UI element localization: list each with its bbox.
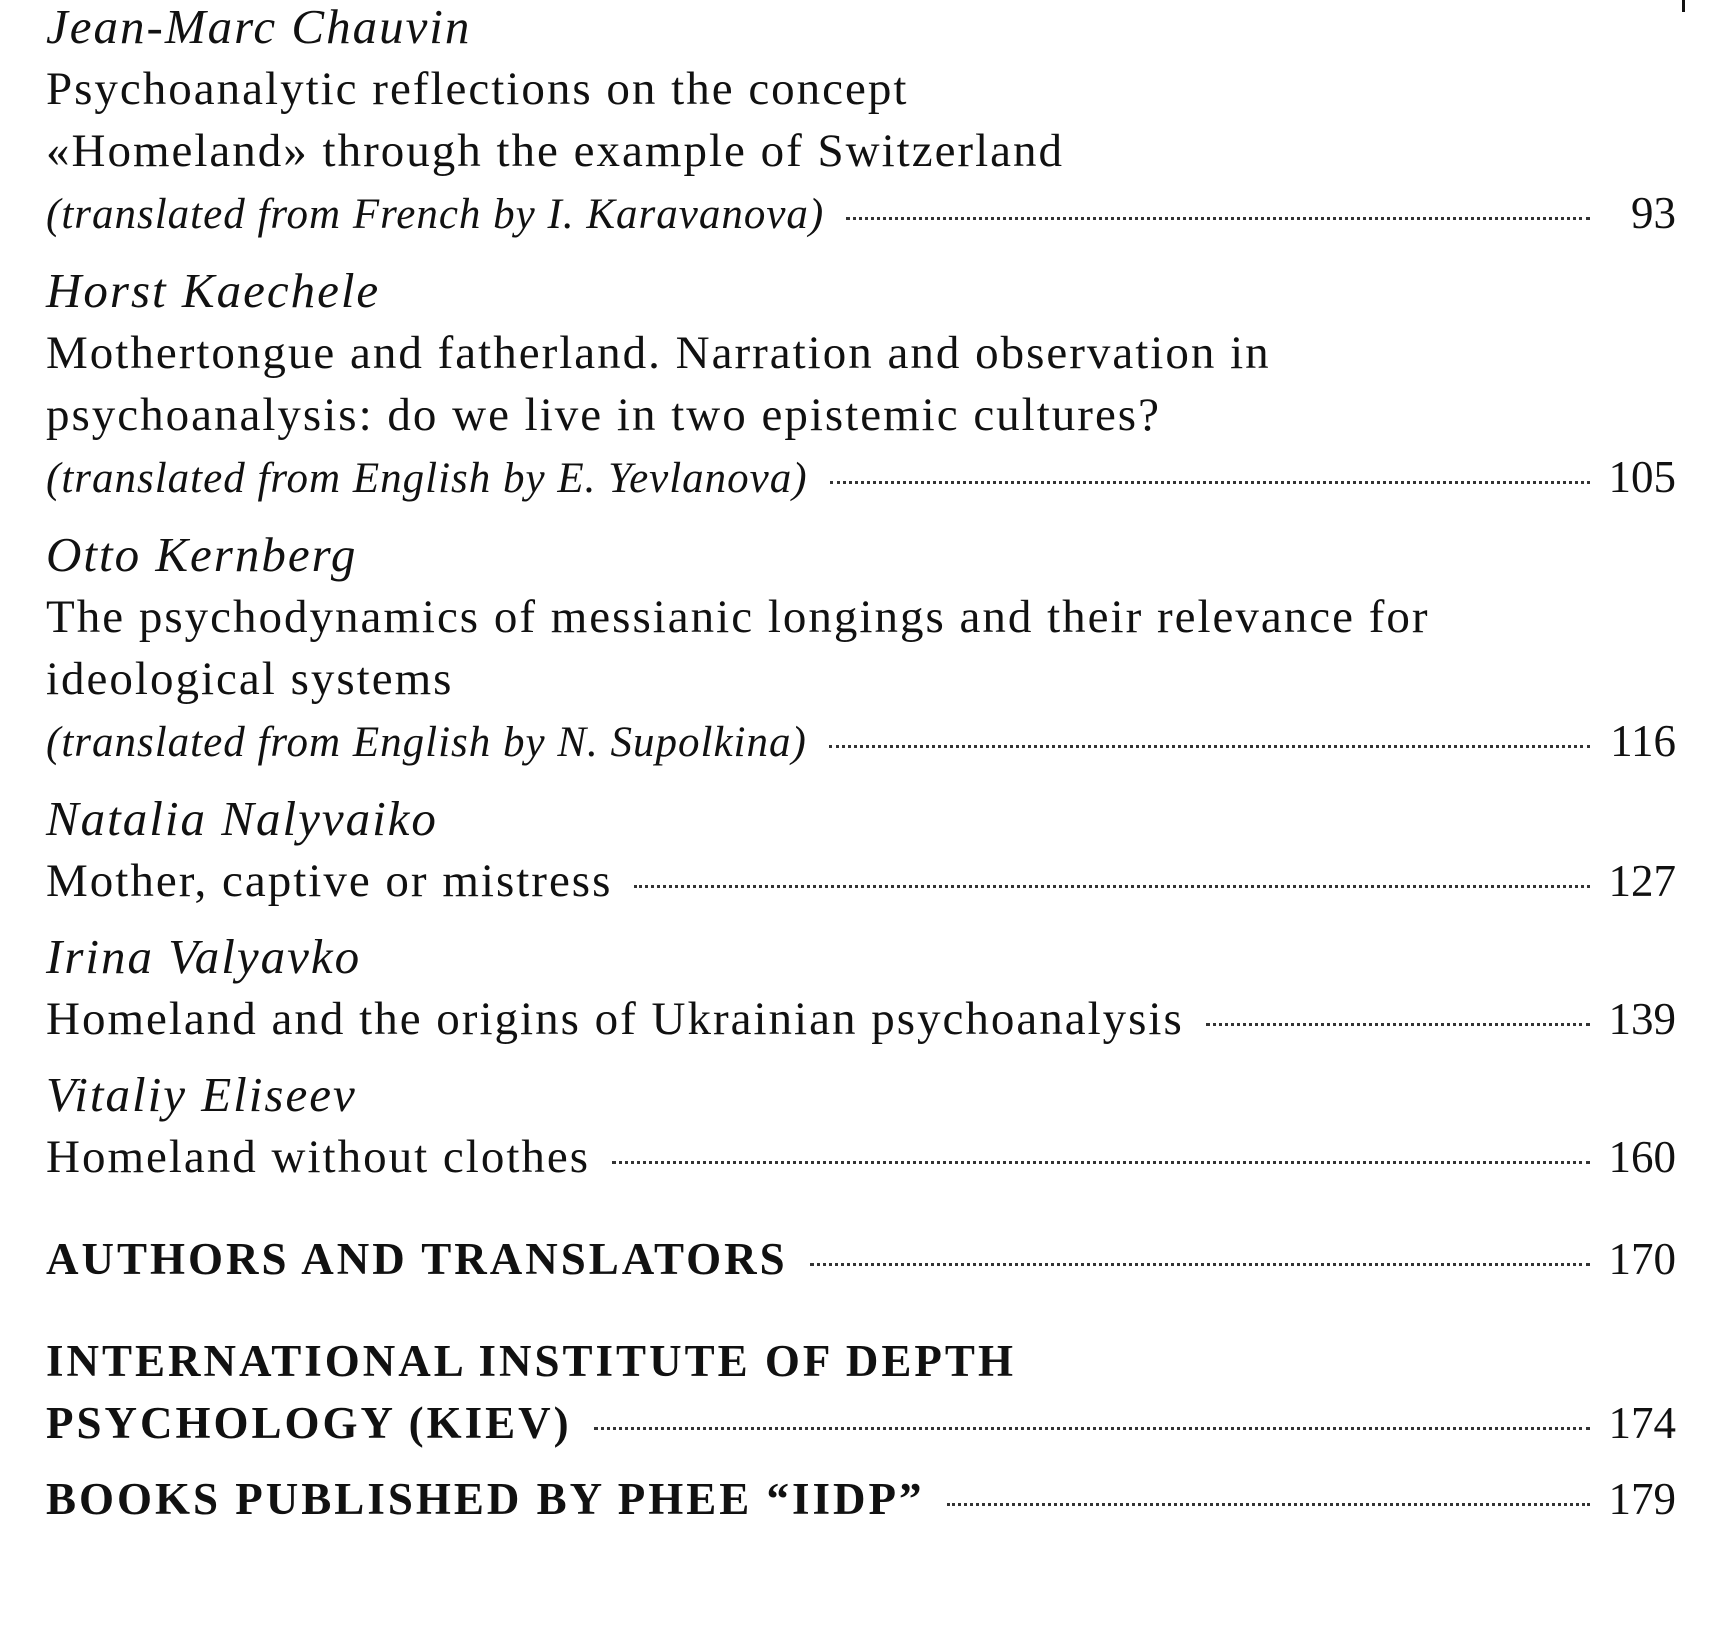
section-page-number: 170 (1608, 1234, 1676, 1284)
entry-title-line: psychoanalysis: do we live in two epistemic cultures? (46, 389, 1161, 441)
entry-page-number: 160 (1608, 1132, 1676, 1182)
dot-leader (829, 745, 1590, 748)
dot-leader (830, 481, 1590, 484)
entry-title-row (46, 1126, 1676, 1188)
entry-translation-note: (translated from English by N. Supolkina) (46, 719, 807, 766)
entry-title-row (46, 988, 1676, 1050)
entry-page-number: 116 (1610, 716, 1676, 766)
section-page-number: 179 (1608, 1474, 1676, 1524)
toc-entry-chauvin (46, 0, 1676, 246)
entry-author: Otto Kernberg (46, 527, 358, 582)
toc-section-institute (46, 1330, 1676, 1454)
dot-leader (1206, 1023, 1590, 1026)
dot-leader (947, 1503, 1591, 1506)
entry-title: Homeland without clothes (46, 1131, 591, 1183)
entry-translation-note: (translated from French by I. Karavanova) (46, 191, 825, 238)
section-heading-row (46, 1392, 1676, 1454)
entry-author: Jean-Marc Chauvin (46, 0, 472, 54)
entry-author: Natalia Nalyvaiko (46, 791, 438, 846)
section-heading: AUTHORS AND TRANSLATORS (46, 1234, 788, 1284)
entry-title: Homeland and the origins of Ukrainian psychoanalysis (46, 993, 1184, 1045)
toc-entry-kaechele (46, 260, 1676, 510)
entry-title-line: ideological systems (46, 653, 454, 705)
toc-section-books-published (46, 1468, 1676, 1530)
section-page-number: 174 (1608, 1398, 1676, 1448)
entry-title: Mother, captive or mistress (46, 855, 613, 907)
entry-page-number: 139 (1608, 994, 1676, 1044)
entry-title-line: «Homeland» through the example of Switzerland (46, 125, 1064, 177)
toc-entry-valyavko (46, 926, 1676, 1050)
dot-leader (846, 217, 1590, 220)
dot-leader (612, 1161, 1590, 1164)
entry-page-number: 93 (1631, 188, 1676, 238)
entry-translation-row (46, 182, 1676, 246)
entry-title-line: Mothertongue and fatherland. Narration and observation in (46, 327, 1271, 379)
section-heading: BOOKS PUBLISHED BY PHEE “IIDP” (46, 1474, 925, 1524)
entry-title-line: Psychoanalytic reflections on the concept (46, 63, 909, 115)
dot-leader (810, 1263, 1590, 1266)
entry-translation-row (46, 446, 1676, 510)
toc-entry-nalyvaiko (46, 788, 1676, 912)
table-of-contents (46, 0, 1676, 1530)
entry-translation-row (46, 710, 1676, 774)
entry-author: Vitaliy Eliseev (46, 1067, 357, 1122)
toc-entry-eliseev (46, 1064, 1676, 1188)
toc-entry-kernberg (46, 524, 1676, 774)
entry-page-number: 127 (1608, 856, 1676, 906)
entry-title-line: The psychodynamics of messianic longings and their relevance for (46, 591, 1430, 643)
corner-mark (1682, 0, 1685, 12)
entry-title-row (46, 850, 1676, 912)
entry-author: Irina Valyavko (46, 929, 362, 984)
toc-section-authors-translators (46, 1228, 1676, 1290)
entry-author: Horst Kaechele (46, 263, 381, 318)
entry-page-number: 105 (1608, 452, 1676, 502)
section-heading-line: INTERNATIONAL INSTITUTE OF DEPTH (46, 1336, 1016, 1386)
entry-translation-note: (translated from English by E. Yevlanova) (46, 455, 808, 502)
section-heading-line: PSYCHOLOGY (KIEV) (46, 1398, 572, 1448)
dot-leader (594, 1427, 1590, 1430)
dot-leader (634, 885, 1590, 888)
